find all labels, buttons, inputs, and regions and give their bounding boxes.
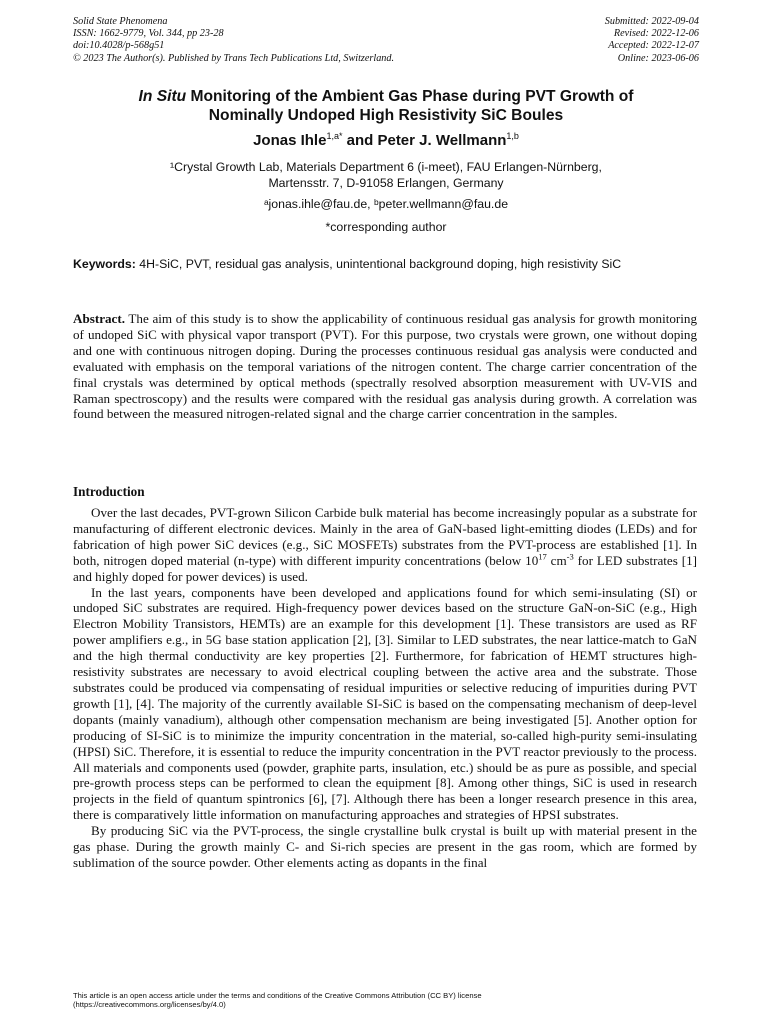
author-list [73, 131, 699, 149]
keywords-text: 4H-SiC, PVT, residual gas analysis, unintentional background doping, high resistivity SiC [135, 257, 622, 271]
p1-sup-exponent: 17 [538, 551, 547, 562]
affiliation-line2: Martensstr. 7, D-91058 Erlangen, Germany [268, 176, 504, 190]
author-wellmann-sup: 1,b [506, 131, 519, 141]
issn: ISSN: 1662-9779, Vol. 344, pp 23-28 [73, 28, 224, 40]
submitted-date: Submitted: 2022-09-04 [604, 16, 699, 27]
copyright: © 2023 The Author(s). Published by Trans Tech Publications Ltd, Switzerland. [73, 52, 395, 64]
paper-title [73, 87, 699, 125]
paragraph-2: In the last years, components have been developed and applications found for which semi-insulating (SI) or undoped SiC substrates are required. High-frequency power devices based on the structure GaN-on-SiC (e.g., High Electron Mobility Transistors, HEMTs) are an example for this development [1]. These transistors are used as RF power amplifiers e.g., in 5G base station application [2], [3]. Similar to LED substrates, the near lattice-match to GaN and the high thermal conductivity are key properties [2]. Furthermore, for fabrication of HEMT structures high-resistivity substrates are necessary to avoid electrical coupling between the active area and the substrate. Those substrates could be produced via compensating of residual impurities or selective reducing of impurities during PVT growth [1], [4]. The majority of the currently available SI-SiC is based on the compensating mechanism of deep-level dopants (mainly vanadium), although other compensation mechanism are being investigated [5]. Another option for producing of SI-SiC is to minimize the impurity concentration in the material, so-called high-purity semi-insulating (HPSI) SiC. Therefore, it is essential to reduce the impurity concentration in the PVT reactor previously to the process. All materials and components used (powder, graphite parts, insulation, etc.) should be as pure as possible, and special pre-growth process steps can be performed to clean the equipment [8]. Among other things, SiC is used in research projects in the field of quantum spintronics [6], [7]. Although there has been a longer research presence in this area, there is comparatively little information on manufacturing approaches and strategies of HPSI substrates. [73, 584, 697, 823]
author-conj: and [342, 132, 378, 149]
journal-header [73, 16, 699, 65]
abstract-text: The aim of this study is to show the applicability of continuous residual gas analysis for growth monitoring of undoped SiC with physical vapor transport (PVT). For this purpose, two crystals were grown, one without doping and one with continuous nitrogen doping. During the processes continuous residual gas analysis were conducted and evaluated with emphasis on the temporal variations of the nitrogen content. The charge carrier concentration of the final crystals was determined by optical methods (spectrally resolved absorption measurement with UV-VIS and Raman spectroscopy) and the results were compared with the residual gas analysis during growth. A correlation was found between the measured nitrogen-related signal and the charge carrier concentration in the samples. [73, 311, 697, 422]
keywords [73, 257, 697, 272]
license-link: (https://creativecommons.org/licenses/by/4.0) [73, 1000, 226, 1010]
abstract-label: Abstract. [73, 311, 125, 326]
affiliation-line1: ¹Crystal Growth Lab, Materials Department 6 (i-meet), FAU Erlangen-Nürnberg, [170, 160, 602, 174]
author-ihle-sup: 1,a* [326, 131, 343, 141]
p1-text-c: for LED substrates [1] and highly doped for power devices) is used. [73, 552, 697, 584]
introduction-body [73, 505, 697, 871]
section-heading-introduction: Introduction [73, 484, 145, 499]
doi: doi:10.4028/p-568g51 [73, 40, 165, 52]
revised-date: Revised: 2022-12-06 [613, 28, 699, 40]
title-line2: Nominally Undoped High Resistivity SiC Boules [208, 107, 564, 124]
accepted-date: Accepted: 2022-12-07 [608, 40, 699, 52]
p1-text-b: cm [546, 552, 567, 568]
p1-text-a: Over the last decades, PVT-grown Silicon Carbide bulk material has become increasingly popular as a substrate for manufacturing of different electronic devices. Mainly in the area of GaN-based light-emitting diodes (LEDs) and for fabrication of high power SiC devices (e.g., SiC MOSFETs) substrates from the PVT-process are established [1]. In both, nitrogen doped material (n-type) with different impurity concentrations (below 10 [73, 505, 697, 568]
abstract [73, 311, 697, 422]
author-emails: ᵃjonas.ihle@fau.de, ᵇpeter.wellmann@fau.de [263, 197, 509, 211]
affiliation [73, 159, 699, 191]
title-italic: In Situ [138, 88, 187, 105]
p1-sup-unit: -3 [566, 551, 574, 562]
keywords-label: Keywords: [73, 257, 136, 271]
license-footer [73, 991, 697, 1010]
online-date: Online: 2023-06-06 [617, 52, 699, 64]
paragraph-3: By producing SiC via the PVT-process, the single crystalline bulk crystal is built up with material present in the gas phase. During the growth mainly C- and Si-rich species are present in the gas room, which are formed by sublimation of the source powder. Other elements acting as dopants in the final [73, 823, 697, 870]
journal-name: Solid State Phenomena [73, 16, 168, 27]
license-line1: This article is an open access article under the terms and conditions of the Creative Commons Attribution (CC BY) license [73, 991, 482, 1000]
corresponding-note: *corresponding author [325, 220, 447, 234]
paragraph-1 [73, 505, 697, 585]
author-ihle: Jonas Ihle [253, 132, 327, 149]
title-line1: Monitoring of the Ambient Gas Phase during PVT Growth of [186, 88, 634, 105]
author-wellmann: Peter J. Wellmann [377, 132, 507, 149]
